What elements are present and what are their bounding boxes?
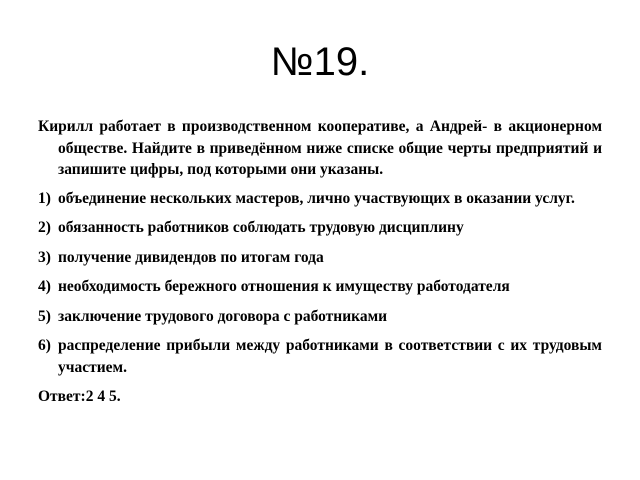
option-item-1 bbox=[38, 188, 602, 210]
option-item-2 bbox=[38, 217, 602, 239]
option-number: 6) bbox=[38, 337, 51, 354]
answer-text: Ответ:2 4 5. bbox=[38, 388, 121, 405]
option-item-6 bbox=[38, 335, 602, 378]
options-list bbox=[38, 188, 602, 379]
option-number: 5) bbox=[38, 307, 51, 325]
option-text: объединение нескольких мастеров, лично участвующих в оказании услуг. bbox=[58, 189, 575, 207]
option-text: необходимость бережного отношения к имуществу работодателя bbox=[58, 278, 510, 295]
slide-title: №19. bbox=[270, 40, 370, 84]
option-number: 1) bbox=[38, 189, 51, 207]
option-text: обязанность работников соблюдать трудовую дисциплину bbox=[58, 219, 464, 236]
option-text: заключение трудового договора с работниками bbox=[58, 307, 388, 325]
option-text: получение дивидендов по итогам года bbox=[58, 248, 324, 266]
option-text: распределение прибыли между работниками в соответствии с их трудовым участием. bbox=[58, 337, 602, 376]
option-item-5 bbox=[38, 306, 602, 328]
option-number: 4) bbox=[38, 278, 51, 295]
option-item-4 bbox=[38, 276, 602, 298]
option-number: 3) bbox=[38, 248, 51, 266]
option-number: 2) bbox=[38, 219, 51, 236]
slide-content bbox=[38, 116, 602, 408]
question-text: Кирилл работает в производственном кооперативе, а Андрей- в акционерном обществе. Найдите в приведённом ниже списке общие черты предприятий и запишите цифры, под которыми они указаны. bbox=[38, 118, 602, 178]
option-item-3 bbox=[38, 247, 602, 269]
